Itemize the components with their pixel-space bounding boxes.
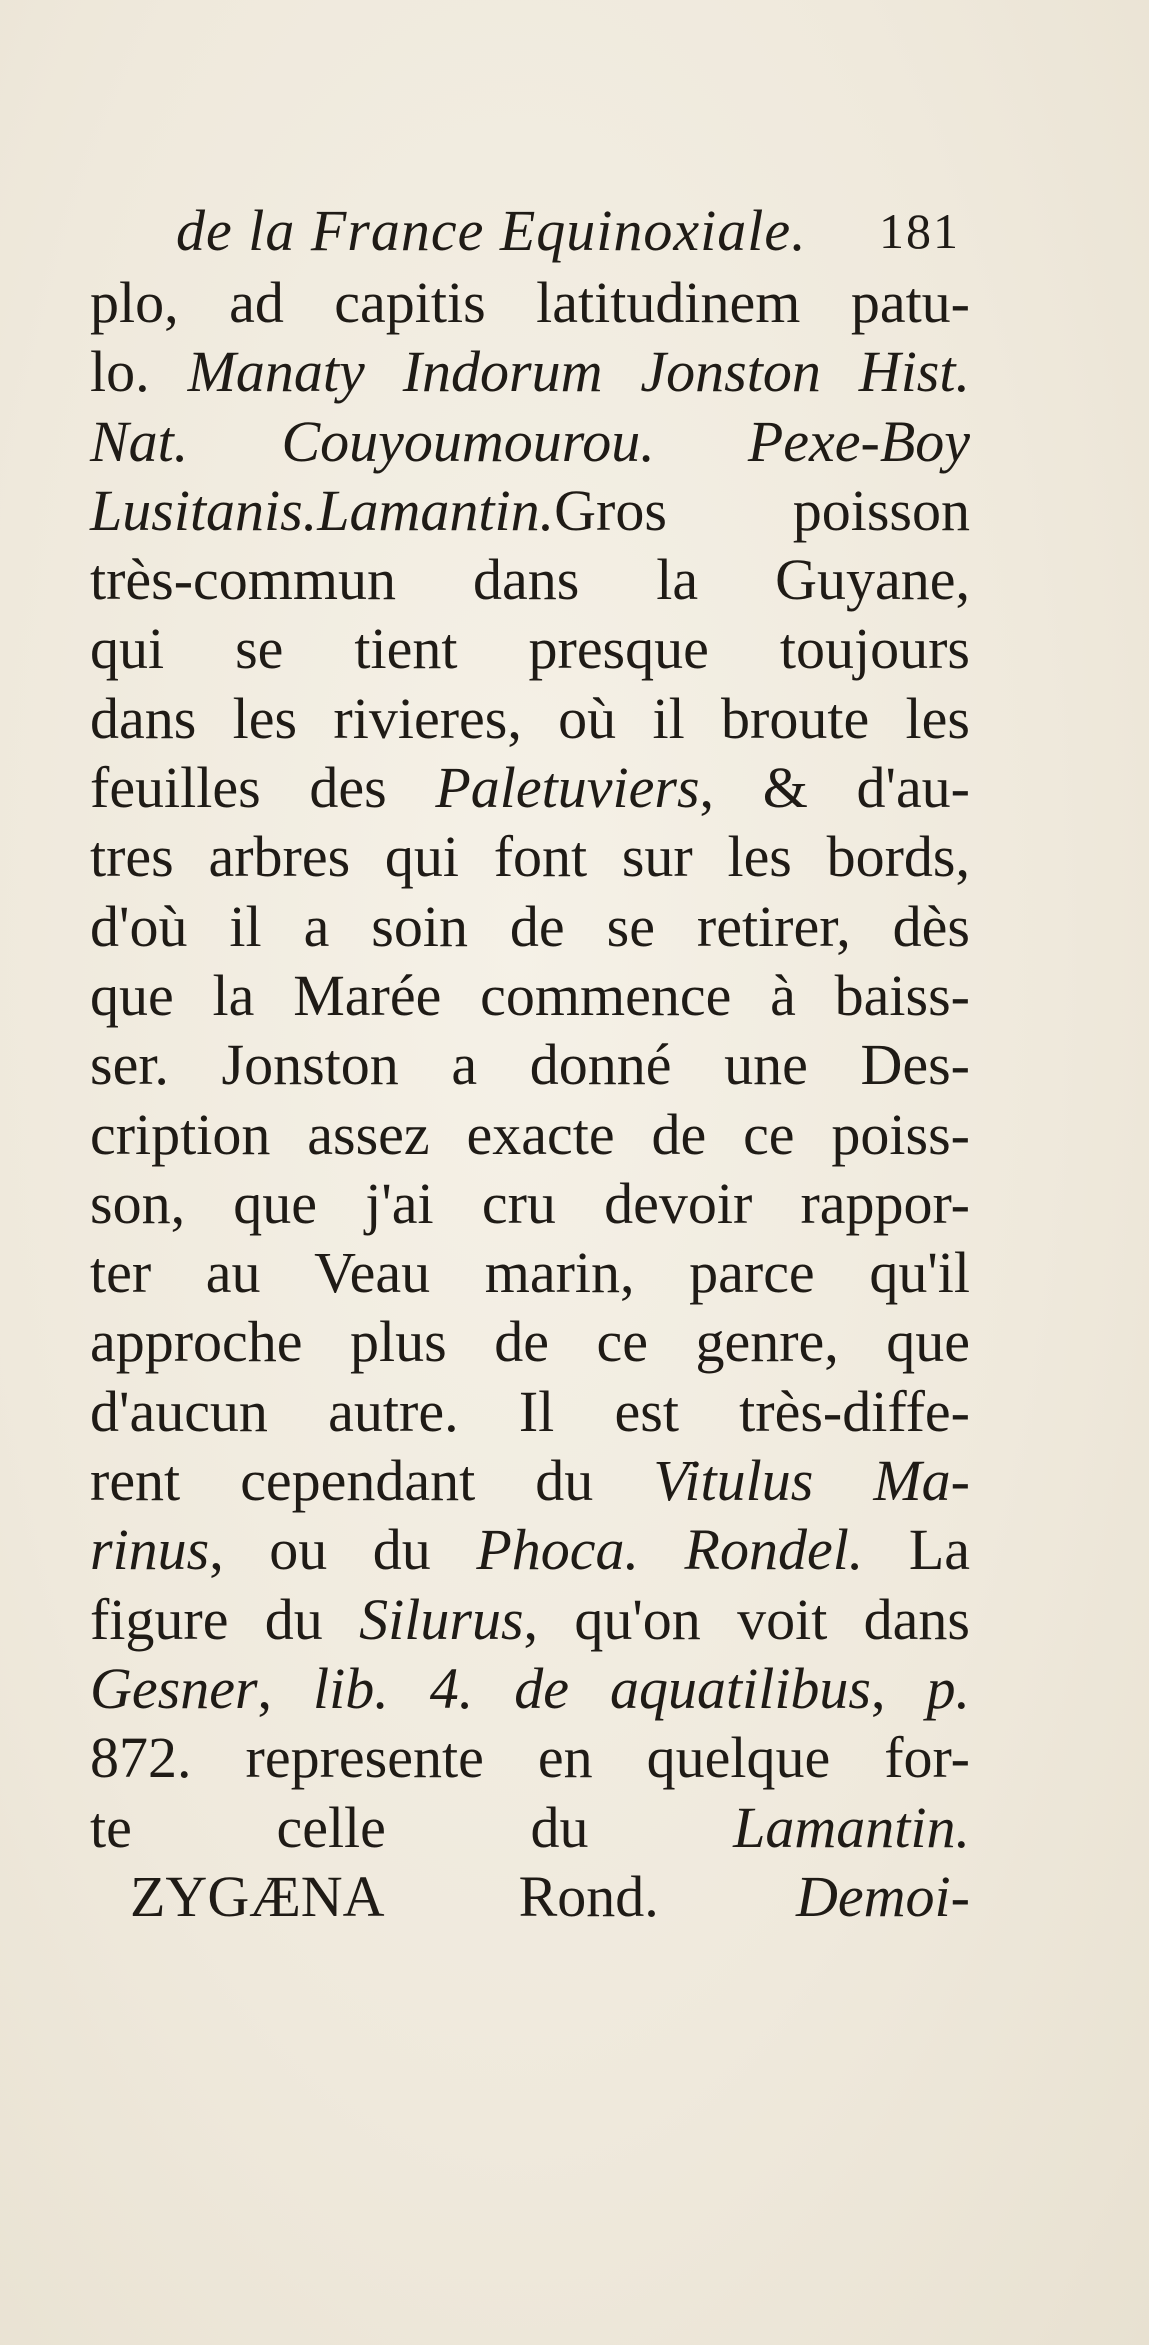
italic-span: lib. 4. de aquatilibus [313, 1655, 872, 1721]
text-line [90, 1862, 970, 1931]
italic-span: Lusitanis.Lamantin. [90, 477, 555, 543]
text-span: , [257, 1655, 314, 1721]
text-line [90, 337, 970, 406]
italic-span: Gesner [90, 1655, 258, 1721]
text-span: très-commun dans la Guyane, [90, 547, 970, 613]
text-line [90, 1585, 970, 1654]
text-span: , ou du [209, 1517, 477, 1583]
text-span: rent cependant du [90, 1448, 654, 1514]
text-line [90, 476, 970, 545]
text-span: dans les rivieres, où il broute les [90, 685, 970, 751]
text-line [90, 1515, 970, 1584]
text-line [90, 268, 970, 337]
page-number: 181 [879, 203, 960, 259]
text-line [90, 1446, 970, 1515]
italic-span: Lamantin. [733, 1794, 970, 1860]
text-span: 872. represente en quelque for- [90, 1725, 970, 1791]
italic-span: Demoi- [796, 1863, 970, 1929]
text-line [90, 822, 970, 891]
text-line [90, 1030, 970, 1099]
text-line [90, 1793, 970, 1862]
text-span: ZYGÆNA Rond. [130, 1863, 797, 1929]
text-line [90, 1377, 970, 1446]
text-span: , [871, 1655, 927, 1721]
italic-span: p. [926, 1655, 971, 1721]
text-span: d'aucun autre. Il est très-diffe- [90, 1378, 970, 1444]
text-line [90, 407, 970, 476]
text-line [90, 1238, 970, 1307]
text-line [90, 684, 970, 753]
text-span: feuilles des [90, 755, 436, 821]
text-span: approche plus de ce genre, que [90, 1309, 970, 1375]
text-span: ser. Jonston a donné une Des- [90, 1032, 970, 1098]
italic-span: Vitulus Ma- [653, 1448, 970, 1514]
text-line [90, 753, 970, 822]
text-line [90, 961, 970, 1030]
text-span: cription assez exacte de ce poiss- [90, 1101, 970, 1167]
italic-span: Paletuviers [435, 755, 700, 821]
text-span: lo. [90, 339, 188, 405]
text-line [90, 892, 970, 961]
text-line [90, 1169, 970, 1238]
text-line [90, 1723, 970, 1792]
text-span: La [863, 1517, 971, 1583]
text-span: Gros poisson [554, 477, 970, 543]
italic-span: rinus [90, 1517, 210, 1583]
text-line [90, 545, 970, 614]
text-span: , qu'on voit dans [523, 1586, 970, 1652]
text-span: son, que j'ai cru devoir rappor- [90, 1170, 970, 1236]
running-title: de la France Equinoxiale. [176, 198, 807, 263]
italic-span: Manaty Indorum Jonston Hist. [187, 339, 970, 405]
text-span: figure du [90, 1586, 360, 1652]
text-span: tres arbres qui font sur les bords, [90, 824, 970, 890]
text-span: d'où il a soin de se retirer, dès [90, 893, 970, 959]
text-line [90, 614, 970, 683]
text-span: qui se tient presque toujours [90, 616, 970, 682]
text-span: plo, ad capitis latitudinem patu- [90, 270, 970, 335]
text-span: , & d'au- [699, 755, 970, 821]
text-span: ter au Veau marin, parce qu'il [90, 1240, 970, 1306]
text-line [90, 1654, 970, 1723]
italic-span: Silurus [359, 1586, 524, 1652]
italic-span: Phoca. Rondel. [476, 1517, 864, 1583]
text-span: te celle du [90, 1794, 734, 1860]
body-text [90, 268, 970, 1931]
italic-span: Nat. Couyoumourou. Pexe-Boy [90, 408, 970, 474]
text-span: que la Marée commence à baiss- [90, 962, 970, 1028]
text-line [90, 1100, 970, 1169]
text-line [90, 1307, 970, 1376]
